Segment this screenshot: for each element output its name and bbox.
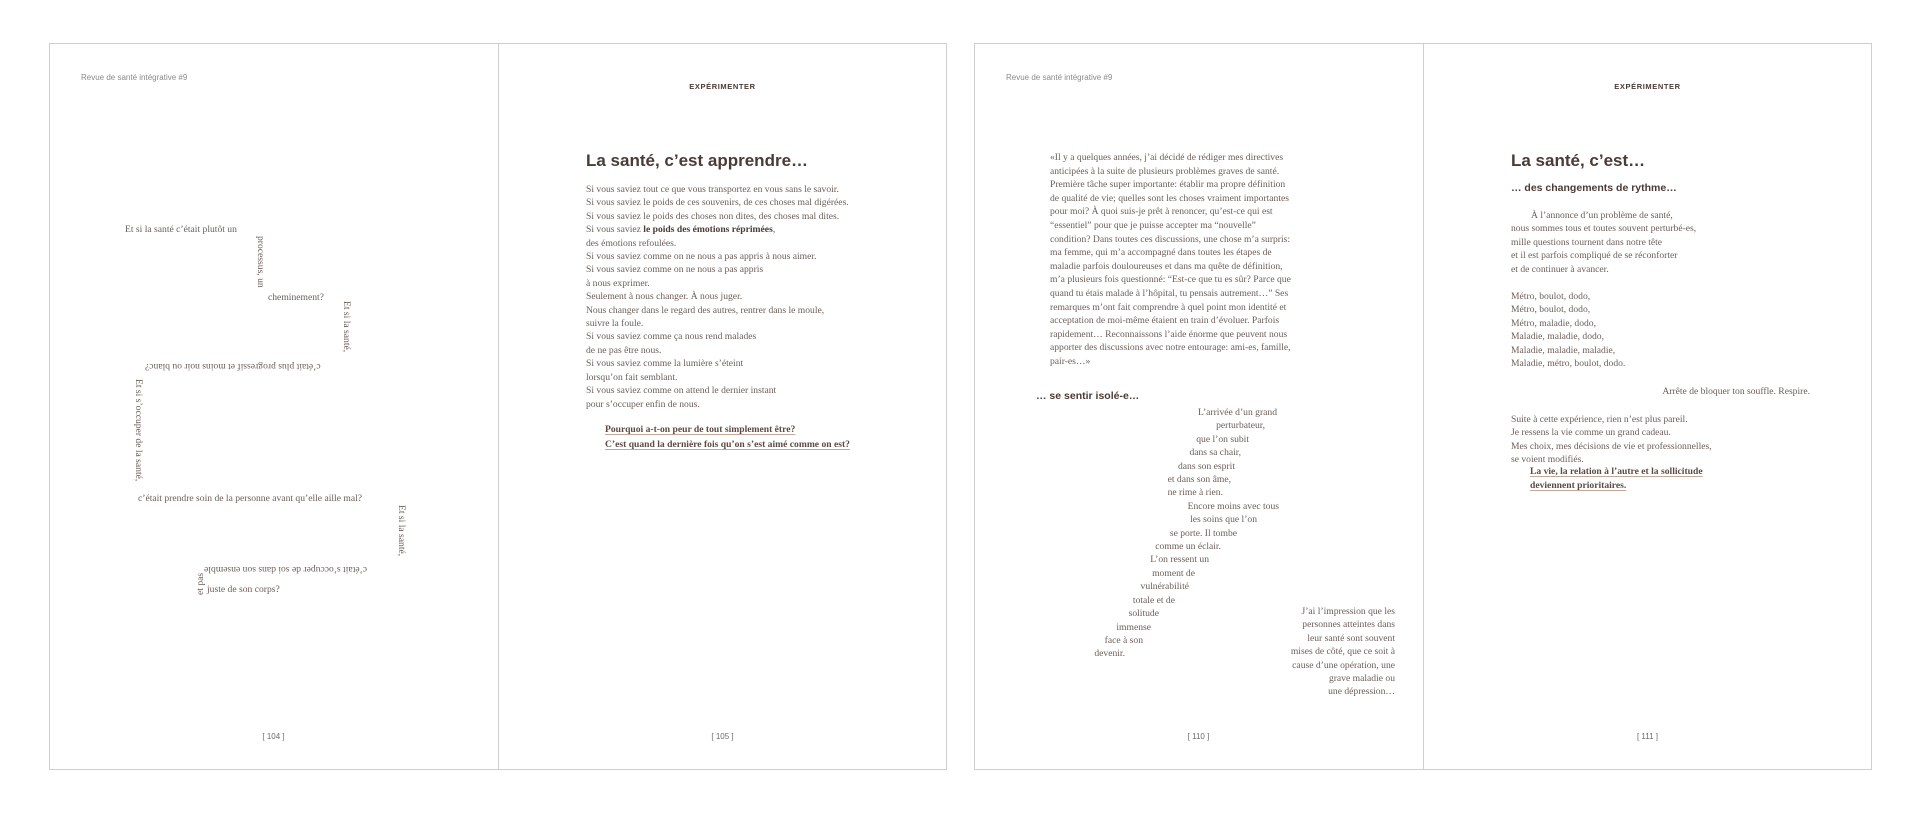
text-line: immense — [1116, 621, 1151, 633]
text-line: vulnérabilité — [1140, 581, 1189, 593]
text-line: de qualité de vie; quelles sont les choses vraiment importantes — [1050, 192, 1289, 204]
text-line: Si vous saviez comme on ne nous a pas appris à nous aimer. — [586, 251, 817, 263]
question-1: Pourquoi a-t-on peur de tout simplement être? — [605, 424, 796, 435]
poem-line-vertical: Et si s’occuper de la santé, — [133, 379, 144, 482]
text-line: mille questions tournent dans notre tête — [1511, 236, 1663, 248]
poem-line: cheminement? — [268, 292, 324, 303]
page-number: [ 105 ] — [711, 732, 734, 741]
text-line: grave maladie ou — [1328, 673, 1395, 685]
page-number: [ 110 ] — [1187, 732, 1210, 741]
text-line: suivre la foule. — [586, 318, 644, 330]
section-label: EXPÉRIMENTER — [689, 82, 756, 91]
questions — [605, 422, 850, 452]
text-line: dans sa chair, — [1189, 447, 1241, 459]
poem-line-vertical: processus, un — [255, 236, 266, 288]
page-number: [ 104 ] — [262, 732, 285, 741]
text-line — [586, 223, 849, 236]
text-line: personnes atteintes dans — [1302, 619, 1395, 631]
page-110 — [975, 44, 1422, 769]
text-line: leur santé sont souvent — [1307, 632, 1395, 644]
text-line: se porte. Il tombe — [1169, 527, 1237, 539]
question-2: C’est quand la dernière fois qu’on s’est aimé comme on est? — [605, 439, 850, 450]
text-line: ne rime à rien. — [1167, 487, 1223, 499]
text-line: rapidement… Reconnaissons l’aide énorme que peuvent nous — [1050, 328, 1288, 340]
poem-line-vertical: et pas — [195, 572, 206, 595]
text-line: Maladie, métro, boulot, dodo. — [1511, 358, 1626, 370]
text-line: maladie parfois douloureuses et dans ma quête de définition, — [1050, 260, 1283, 272]
text-line: Si vous saviez le poids de ces souvenirs, de ces choses mal digérées. — [586, 197, 849, 209]
spread-pages-110-111 — [974, 43, 1872, 770]
closing-statement — [1530, 465, 1703, 493]
after-text — [1511, 413, 1712, 467]
page-title: La santé, c’est apprendre… — [586, 151, 809, 170]
poem-line: c’était prendre soin de la personne avant qu’elle aille mal? — [138, 493, 363, 504]
text-line: condition? Dans toutes ces discussions, une chose m’a surpris: — [1050, 233, 1291, 245]
text-line: Première tâche super importante: établir ma propre définition — [1050, 179, 1286, 191]
text-line: une dépression… — [1328, 686, 1395, 698]
text-line: et il est parfois compliqué de se réconforter — [1511, 250, 1678, 262]
text-line: totale et de — [1132, 594, 1175, 606]
poem-line-upside-down: c’était s’occuper de soi dans son ensemble — [204, 564, 368, 576]
text-line: Suite à cette expérience, rien n’est plus pareil. — [1511, 414, 1688, 425]
text-line: Nous changer dans le regard des autres, rentrer dans le moule, — [586, 304, 825, 316]
page-number: [ 111 ] — [1636, 732, 1659, 741]
text-line: que l’on subit — [1196, 433, 1249, 445]
text-line: Si vous saviez le poids des choses non dites, des choses mal dites. — [586, 210, 840, 222]
page-title: La santé, c’est… — [1511, 151, 1646, 170]
text-line: face à son — [1104, 634, 1143, 646]
subtitle: … des changements de rythme… — [1511, 182, 1677, 194]
text-line: et de continuer à avancer. — [1511, 263, 1609, 275]
text-line: Si vous saviez comme la lumière s’éteint — [586, 358, 744, 370]
text-line: lorsqu’on fait semblant. — [586, 371, 678, 383]
running-head: Revue de santé intégrative #9 — [81, 73, 188, 82]
text-line: quand tu étais malade à l’hôpital, tu pensais autrement…” Ses — [1050, 287, 1289, 299]
page-111 — [1423, 44, 1871, 769]
text-line: cause d’une opération, une — [1292, 659, 1395, 671]
text-fragment: , — [772, 224, 776, 236]
text-line: pour moi? À quoi suis-je prêt à renoncer, qu’est-ce qui est — [1050, 206, 1273, 218]
text-line: se voient modifiés. — [1511, 454, 1584, 466]
closing-line-1: La vie, la relation à l’autre et la sollicitude — [1530, 466, 1703, 477]
body-text — [586, 183, 849, 411]
text-line: Métro, boulot, dodo, — [1511, 304, 1591, 316]
text-line: comme un éclair. — [1155, 541, 1221, 553]
spread-pages-104-105 — [49, 43, 947, 770]
text-line: m’a plusieurs fois questionné: “Est-ce que tu es sûr? Parce que — [1050, 274, 1291, 286]
text-line: L’arrivée d’un grand — [1197, 407, 1277, 418]
text-line: Encore moins avec tous — [1187, 500, 1279, 512]
closing-line-2: deviennent prioritaires. — [1530, 480, 1627, 491]
page-105 — [498, 44, 946, 769]
text-line: Métro, maladie, dodo, — [1511, 317, 1596, 329]
text-line: de ne pas être nous. — [586, 344, 662, 356]
emphasis: le poids des émotions réprimées — [643, 224, 773, 236]
text-line: Si vous saviez comme ça nous rend malades — [586, 331, 757, 343]
text-line: perturbateur, — [1216, 420, 1265, 432]
text-line: nous sommes tous et toutes souvent perturbé-es, — [1511, 223, 1697, 235]
poem-line-vertical: Et si la santé, — [396, 505, 407, 557]
text-line: L’on ressent un — [1150, 554, 1209, 566]
text-line: Maladie, maladie, maladie, — [1511, 344, 1616, 356]
page-104 — [50, 44, 497, 769]
text-line: Si vous saviez tout ce que vous transportez en vous sans le savoir. — [586, 184, 839, 195]
text-line: ma femme, qui m’a accompagné dans toutes les étapes de — [1050, 247, 1272, 259]
text-line: Si vous saviez comme on attend le dernier instant — [586, 385, 777, 397]
running-head: Revue de santé intégrative #9 — [1006, 73, 1113, 82]
aside-text — [1235, 605, 1395, 699]
text-line: apporter des discussions avec notre entourage: ami-es, famille, — [1050, 342, 1291, 354]
text-line: dans son esprit — [1177, 460, 1235, 472]
text-line: remarques m’ont fait comprendre à quel point mon identité et — [1050, 301, 1287, 313]
poem-line-upside-down: c’était plus progressif et moins noir ou blanc? — [145, 361, 321, 373]
text-line: anticipées à la suite de plusieurs problèmes graves de santé. — [1050, 165, 1280, 177]
text-fragment: Si vous saviez — [586, 224, 644, 236]
text-line: Mes choix, mes décisions de vie et professionnelles, — [1511, 440, 1712, 452]
text-line: mises de côté, que ce soit à — [1290, 646, 1395, 658]
testimony-quote — [1050, 151, 1291, 369]
text-line: solitude — [1128, 608, 1159, 620]
text-line: Maladie, maladie, dodo, — [1511, 331, 1604, 343]
text-line: Métro, boulot, dodo, — [1511, 291, 1591, 302]
text-line: à nous exprimer. — [586, 277, 650, 289]
text-line: «Il y a quelques années, j’ai décidé de rédiger mes directives — [1050, 152, 1284, 163]
text-line: Seulement à nous changer. À nous juger. — [586, 291, 743, 303]
text-line: moment de — [1152, 567, 1195, 579]
section-label: EXPÉRIMENTER — [1614, 82, 1681, 91]
text-line: J’ai l’impression que les — [1301, 606, 1395, 617]
breath-line: Arrête de bloquer ton souffle. Respire. — [1662, 386, 1810, 397]
text-line: et dans son âme, — [1167, 474, 1231, 486]
text-line: pour s’occuper enfin de nous. — [586, 398, 700, 410]
text-line: devenir. — [1094, 648, 1125, 660]
chant-text — [1511, 290, 1625, 370]
intro-text — [1511, 209, 1696, 276]
text-line: acceptation de moi-même étaient en train d’évoluer. Parfois — [1050, 315, 1280, 327]
text-line: Je ressens la vie comme un grand cadeau. — [1511, 427, 1671, 439]
text-line: “essentiel” pour que je puisse accepter ma “nouvelle” — [1050, 219, 1256, 231]
subtitle: … se sentir isolé-e… — [1036, 390, 1140, 402]
poem-line: Et si la santé c’était plutôt un — [125, 224, 237, 235]
poem-line-vertical: Et si la santé, — [341, 301, 352, 353]
text-line: Si vous saviez comme on ne nous a pas appris — [586, 264, 764, 276]
text-line: À l’annonce d’un problème de santé, — [1531, 210, 1673, 221]
text-line: des émotions refoulées. — [586, 237, 677, 249]
text-line: les soins que l’on — [1190, 514, 1257, 526]
text-line: pair-es…» — [1050, 355, 1091, 367]
poem-line: juste de son corps? — [207, 584, 280, 595]
